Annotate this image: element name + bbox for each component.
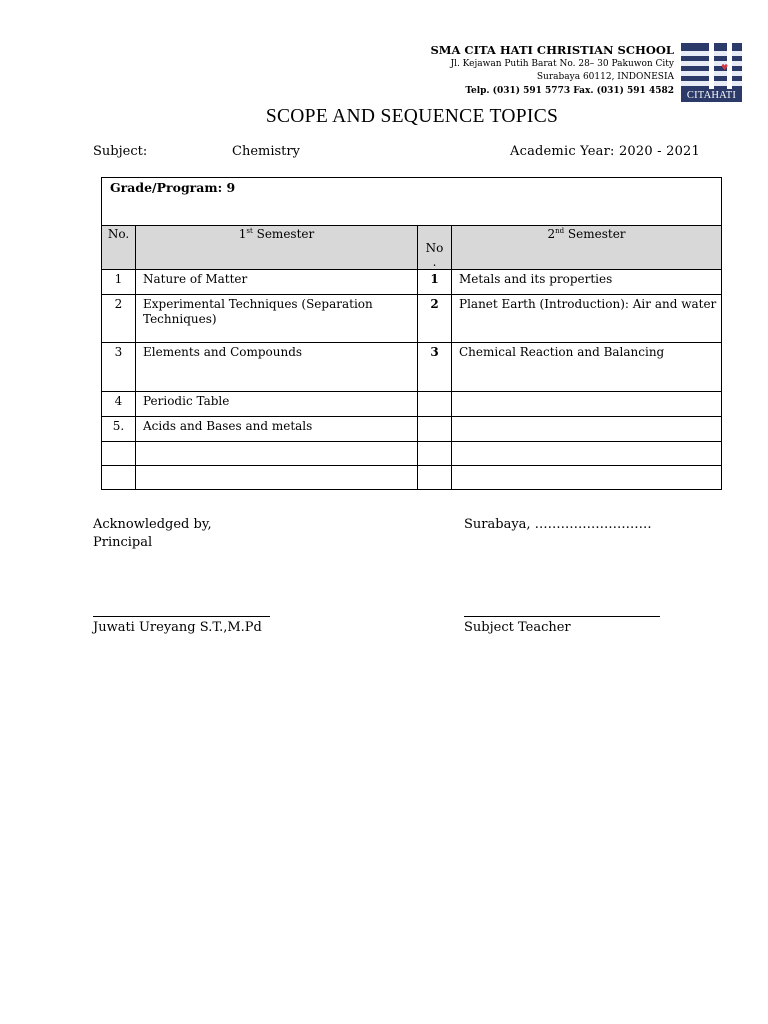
row-no-2: 2 [418,295,452,343]
table-row [102,417,722,442]
row-no-1 [102,466,136,490]
grade-program-label: Grade/Program: 9 [110,180,236,195]
topics-table [101,177,722,490]
acknowledged-block [93,516,212,552]
school-address-line-1: Jl. Kejawan Putih Barat No. 28– 30 Pakuwon City [450,58,674,69]
table-row [102,466,722,490]
logo-text: CITAHATI [681,89,742,102]
row-topic-2 [452,442,722,466]
table-row [102,270,722,295]
header-no-1: No. [102,226,136,270]
header-semester-2: 2nd Semester [452,226,722,270]
row-topic-1: Acids and Bases and metals [136,417,418,442]
subject-value: Chemistry [232,144,300,159]
principal-signature-line [93,616,270,617]
academic-year: Academic Year: 2020 - 2021 [510,144,700,159]
principal-name: Juwati Ureyang S.T.,M.Pd [93,620,262,635]
row-topic-2: Chemical Reaction and Balancing [452,343,722,392]
subject-label: Subject: [93,144,148,159]
school-name: SMA CITA HATI CHRISTIAN SCHOOL [430,43,674,57]
school-logo [681,43,742,102]
acknowledged-label: Acknowledged by, [93,517,212,532]
header-no-2: No . [418,226,452,270]
heart-icon: ♥ [721,63,729,72]
row-no-1: 1 [102,270,136,295]
row-no-1: 4 [102,392,136,417]
subject-teacher-label: Subject Teacher [464,620,571,635]
row-no-2 [418,392,452,417]
row-topic-1: Periodic Table [136,392,418,417]
header-semester-1: 1st Semester [136,226,418,270]
row-no-2 [418,442,452,466]
row-no-2 [418,417,452,442]
table-row [102,392,722,417]
table-row [102,295,722,343]
row-no-2: 3 [418,343,452,392]
school-phone-line: Telp. (031) 591 5773 Fax. (031) 591 4582 [465,85,674,96]
row-topic-2 [452,466,722,490]
teacher-signature-line [464,616,660,617]
row-topic-2: Metals and its properties [452,270,722,295]
principal-label: Principal [93,535,153,550]
row-topic-1 [136,442,418,466]
grade-program-cell [102,178,722,226]
row-topic-2: Planet Earth (Introduction): Air and water [452,295,722,343]
row-no-2: 1 [418,270,452,295]
table-row [102,343,722,392]
place-date: Surabaya, ……………………… [464,517,652,532]
page-title: SCOPE AND SEQUENCE TOPICS [265,106,559,127]
row-no-1: 2 [102,295,136,343]
row-topic-1: Elements and Compounds [136,343,418,392]
row-no-1: 3 [102,343,136,392]
table-row [102,442,722,466]
school-letterhead [430,44,674,98]
row-no-2 [418,466,452,490]
row-no-1: 5. [102,417,136,442]
row-topic-1: Experimental Techniques (Separation Techniques) [136,295,418,343]
row-no-1 [102,442,136,466]
school-address-line-2: Surabaya 60112, INDONESIA [536,72,674,82]
row-topic-1: Nature of Matter [136,270,418,295]
row-topic-2 [452,417,722,442]
table-header-row [102,226,722,270]
row-topic-2 [452,392,722,417]
row-topic-1 [136,466,418,490]
